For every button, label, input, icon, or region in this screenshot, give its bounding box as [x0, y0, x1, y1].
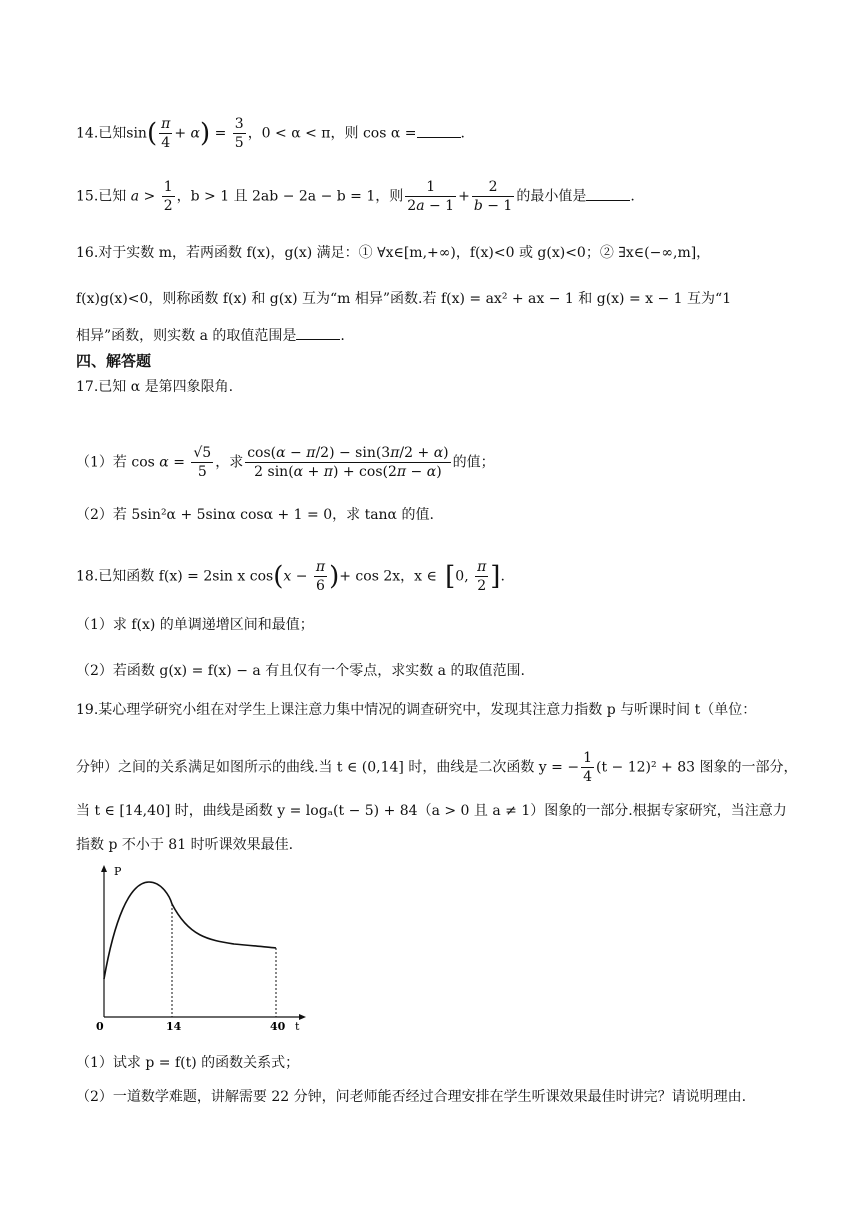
q15-cond: ，b > 1 且 2ab − 2a − b = 1，则 [176, 188, 404, 205]
tick-40: 40 [270, 1020, 286, 1033]
q17-part2: （2）若 5sin²α + 5sinα cosα + 1 = 0，求 tanα 的值. [76, 507, 434, 523]
q15-num: 15.已知 [76, 188, 127, 205]
q19-line2: 分钟）之间的关系满足如图所示的曲线.当 t ∈ (0,14] 时，曲线是二次函数 y = − $\frac{1}{4}$ (t − 12)² + 83 图象的一部分， [76, 750, 798, 785]
x-arrow [299, 1014, 306, 1020]
q17-stem: 17.已知 α 是第四象限角. [76, 379, 234, 395]
y-arrow [101, 865, 107, 872]
q16-line2: f(x)g(x)<0，则称函数 f(x) 和 g(x) 互为“m 相异”函数.若 f(x) = ax² + ax − 1 和 g(x) = x − 1 互为“1 [76, 291, 732, 307]
q14-cond: ，0 < α < π，则 cos α = [247, 125, 417, 142]
q14-num: 14.已知 [76, 125, 127, 142]
q18-stem: 18.已知函数 f(x) = 2sin x cos(x − $\frac{\pi}{6}$ )+ cos 2x，x ∈ [0, $\frac{\pi}{2}$ ]. [76, 559, 505, 594]
q19-line4: 指数 p 不小于 81 时听课效果最佳. [76, 837, 294, 853]
y-label: P [114, 865, 122, 878]
q14: 14.已知sin( $\frac{\pi}{4}$ + α) = $\frac{3}{5}$ ，0 < α < π，则 cos α = . [76, 116, 465, 151]
q14-blank [417, 125, 461, 138]
q18-part1: （1）求 f(x) 的单调递增区间和最值； [76, 617, 314, 633]
q15: 15.已知 a > $\frac{1}{2}$ ，b > 1 且 2ab − 2a − b = 1，则 $\frac{1}{2a - 1}$ + $\frac{2}{b - 1}$ 的最小值是 . [76, 179, 635, 214]
origin-label: 0 [96, 1020, 104, 1033]
q16-line3: 相异”函数，则实数 a 的取值范围是 . [76, 328, 345, 344]
attention-graph [74, 862, 314, 1042]
q19-part1: （1）试求 p = f(t) 的函数关系式； [76, 1055, 300, 1071]
section-title: 四、解答题 [76, 352, 152, 370]
tick-14: 14 [166, 1020, 182, 1033]
q19-part2: （2）一道数学难题，讲解需要 22 分钟，问老师能否经过合理安排在学生听课效果最佳时讲完？请说明理由. [76, 1089, 747, 1105]
x-label: t [295, 1020, 300, 1033]
q19-line1: 19.某心理学研究小组在对学生上课注意力集中情况的调查研究中，发现其注意力指数 p 与听课时间 t（单位： [76, 702, 757, 718]
q19-line3: 当 t ∈ [14,40] 时，曲线是函数 y = logₐ(t − 5) + 84（a > 0 且 a ≠ 1）图象的一部分.根据专家研究，当注意力 [76, 803, 787, 819]
q15-end: 的最小值是 [516, 188, 587, 205]
attention-curve [104, 882, 276, 979]
q17-part1: （1）若 cos α = $\frac{√5}{5}$ ，求 $\frac{\cos(\alpha - \pi/2) - \sin(3\pi/2 + \alpha)}{2 \sin(\alpha + \pi) + \cos(2\pi - \alpha)}$ 的值； [76, 445, 495, 480]
q16-line1: 16.对于实数 m，若两函数 f(x)，g(x) 满足：① ∀x∈[m,+∞)，f(x)<0 或 g(x)<0；② ∃x∈(−∞,m]， [76, 245, 711, 261]
q18-part2: （2）若函数 g(x) = f(x) − a 有且仅有一个零点，求实数 a 的取值范围. [76, 663, 525, 679]
